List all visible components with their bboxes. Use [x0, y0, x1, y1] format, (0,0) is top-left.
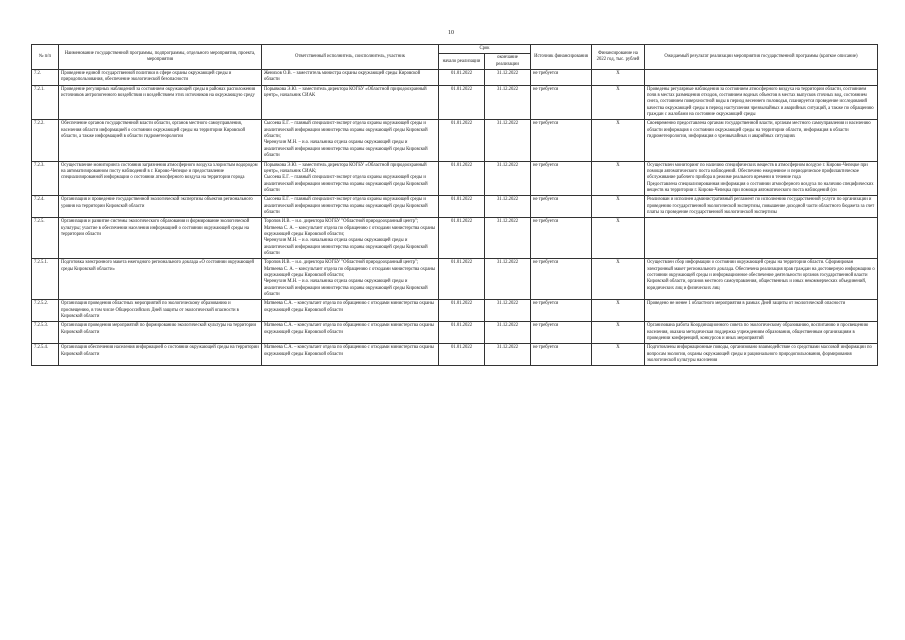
- cell-result: Своевременно предоставлена органам государственной власти, органам местного самоуправления и населению области информация о состоянии окружающей среды на территории области, информация в области гидрометеорологии, информация о чрезвычайных и аварийных ситуациях: [645, 120, 878, 161]
- cell-start: 01.01.2022: [439, 161, 485, 196]
- cell-name: Подготовка электронного макета ежегодного регионального доклада «О состоянии окружающей среды Кировской области»: [59, 259, 262, 300]
- cell-funding: Х: [592, 70, 645, 86]
- cell-source: не требуется: [531, 161, 592, 196]
- cell-end: 31.12.2022: [485, 218, 531, 259]
- table-row: [32, 120, 878, 161]
- cell-funding: Х: [592, 259, 645, 300]
- table-row: [32, 85, 878, 120]
- cell-executor: Сысоева Е.Г. – главный специалист-эксперт отдела охраны окружающей среды и аналитической информации министерства охраны окружающей среды Кировской области; Черемухин М.Н. – и.о. начальника отдела охраны окружающей среды и аналитической информации министерства охраны окружающей среды Кировской области: [262, 120, 439, 161]
- cell-source: не требуется: [531, 322, 592, 344]
- cell-result: Проведено не менее 1 областного мероприятия в рамках Дней защиты от экологической опасности: [645, 300, 878, 322]
- table-row: [32, 218, 878, 259]
- cell-end: 31.12.2022: [485, 70, 531, 86]
- cell-num: 7.2.5.: [32, 218, 59, 259]
- cell-name: Проведение регулярных наблюдений за состоянием окружающей среды в районах расположения источников антропогенного воздействия и воздействием этих источников на окружающую среду: [59, 85, 262, 120]
- table-row: [32, 322, 878, 344]
- cell-source: не требуется: [531, 196, 592, 218]
- cell-funding: Х: [592, 344, 645, 366]
- table-row: [32, 70, 878, 86]
- cell-result: Проведены регулярные наблюдения за состоянием атмосферного воздуха на территории области, состоянием почв в местах размещения отходов, состоянием водных объектов в местах выпусков сточных вод, состоянием снега, состоянием поверхностной воды в период весеннего половодья, планируется проведение исследований качества окружающей среды в период наступления чрезвычайных и аварийных ситуаций, а также по обращению граждан с жалобами на состояние окружающей среды: [645, 85, 878, 120]
- cell-end: 31.12.2022: [485, 161, 531, 196]
- cell-num: 7.2.4.: [32, 196, 59, 218]
- cell-source: не требуется: [531, 70, 592, 86]
- program-table: [31, 44, 878, 366]
- cell-end: 31.12.2022: [485, 196, 531, 218]
- cell-result: Осуществлен мониторинг по наличию специфических веществ в атмосферном воздухе г. Кирово-Чепецке при помощи автоматического поста наблюдений. Обеспечено ежедневное и периодическое профилактическое обслуживание рабочего прибора в режиме реального времени в течение года Предоставлена специализированная информация о состоянии атмосферного воздуха по наличию специфических веществ на территории г. Кирово-Чепецка при помощи автоматического поста наблюдений (сн: [645, 161, 878, 196]
- cell-result: [645, 70, 878, 86]
- cell-source: не требуется: [531, 300, 592, 322]
- cell-source: не требуется: [531, 85, 592, 120]
- col-funding-header: Финансирование на 2022 год, тыс. рублей: [592, 45, 645, 70]
- cell-executor: Матвеева С.А. – консультант отдела по обращению с отходами министерства охраны окружающей среды Кировской области: [262, 322, 439, 344]
- cell-result: Организована работа Координационного совета по экологическому образованию, воспитанию и просвещению населения, оказана методическая поддержка учреждениям образования, общественным организациям в проведении конференций, конкурсов и иных мероприятий: [645, 322, 878, 344]
- cell-num: 7.2.: [32, 70, 59, 86]
- cell-executor: Матвеева С.А. – консультант отдела по обращению с отходами министерства охраны окружающей среды Кировской области: [262, 300, 439, 322]
- table-row: [32, 259, 878, 300]
- cell-funding: Х: [592, 120, 645, 161]
- cell-num: 7.2.5.4.: [32, 344, 59, 366]
- cell-funding: Х: [592, 322, 645, 344]
- col-source-header: Источник финансирования: [531, 45, 592, 70]
- cell-name: Организация проведения областных мероприятий по экологическому образованию и просвещению, в том числе Общероссийских Дней защиты от экологической опасности в Кировской области: [59, 300, 262, 322]
- cell-funding: Х: [592, 85, 645, 120]
- table-row: [32, 196, 878, 218]
- table-row: [32, 161, 878, 196]
- cell-num: 7.2.5.3.: [32, 322, 59, 344]
- cell-end: 31.12.2022: [485, 322, 531, 344]
- col-start-header: начало реализации: [439, 54, 485, 70]
- cell-executor: Порывкова Э.Ю. – заместитель директора КОГБУ «Областной природоохранный центр», начальник СИАК: [262, 85, 439, 120]
- cell-num: 7.2.3.: [32, 161, 59, 196]
- col-result-header: Ожидаемый результат реализации мероприятия государственной программы (краткое описание): [645, 45, 878, 70]
- cell-start: 01.01.2022: [439, 322, 485, 344]
- col-executor-header: Ответственный исполнитель, соисполнитель, участник: [262, 45, 439, 70]
- cell-result: Реализован и исполнен административный регламент по исполнению государственной услуги по организации и проведению государственной экологической экспертизы, повышение доходной части областного бюджета за счет платы за проведение государственной экологической экспертизы: [645, 196, 878, 218]
- cell-executor: Порывкова Э.Ю. – заместитель директора КОГБУ «Областной природоохранный центр», начальник СИАК; Сысоева Е.Г. – главный специалист-эксперт отдела охраны окружающей среды и аналитической информации министерства охраны окружающей среды Кировской области: [262, 161, 439, 196]
- cell-num: 7.2.1.: [32, 85, 59, 120]
- cell-start: 01.01.2022: [439, 120, 485, 161]
- col-num-header: № п/п: [32, 45, 59, 70]
- cell-start: 01.01.2022: [439, 85, 485, 120]
- cell-name: Проведение единой государственной политики в сфере охраны окружающей среды и природопользования, обеспечение экологической безопасности: [59, 70, 262, 86]
- cell-executor: Женихов О.В. – заместитель министра охраны окружающей среды Кировской области: [262, 70, 439, 86]
- cell-executor: Торопов И.В. – и.о. директора КОГБУ "Областной природоохранный центр"; Матвеева С. А. – консультант отдела по обращению с отходами министерства охраны окружающей среды Кировской области; Черемухин М.Н. – и.о. начальника отдела охраны окружающей среды и аналитической информации министерства охраны окружающей среды Кировской области: [262, 259, 439, 300]
- cell-start: 01.01.2022: [439, 300, 485, 322]
- cell-source: не требуется: [531, 259, 592, 300]
- cell-result: Осуществлен сбор информации о состоянии окружающей среды на территории области. Сформирован электронный макет регионального доклада. Обеспечена реализация прав граждан на достоверную информацию о состоянии окружающей среды и информационное обеспечение деятельности органов государственной власти Кировской области, органов местного самоуправления, общественных и иных некоммерческих объединений, юридических лиц и физических лиц: [645, 259, 878, 300]
- cell-name: Организация обеспечения населения информацией о состоянии окружающей среды на территории Кировской области: [59, 344, 262, 366]
- cell-end: 31.12.2022: [485, 85, 531, 120]
- cell-num: 7.2.5.1.: [32, 259, 59, 300]
- cell-funding: Х: [592, 300, 645, 322]
- cell-name: Организация и развитие системы экологического образования и формирование экологической культуры; участие в обеспечении населения информацией о состоянии окружающей среды на территории области: [59, 218, 262, 259]
- cell-end: 31.12.2022: [485, 120, 531, 161]
- page-number: 10: [448, 30, 454, 36]
- cell-funding: Х: [592, 161, 645, 196]
- cell-start: 01.01.2022: [439, 259, 485, 300]
- cell-start: 01.01.2022: [439, 218, 485, 259]
- header-row: [32, 45, 878, 54]
- cell-funding: Х: [592, 218, 645, 259]
- cell-start: 01.01.2022: [439, 196, 485, 218]
- cell-source: не требуется: [531, 120, 592, 161]
- cell-funding: Х: [592, 196, 645, 218]
- cell-source: не требуется: [531, 218, 592, 259]
- cell-start: 01.01.2022: [439, 344, 485, 366]
- col-name-header: Наименование государственной программы, подпрограммы, отдельного мероприятия, проекта, мероприятия: [59, 45, 262, 70]
- cell-num: 7.2.5.2.: [32, 300, 59, 322]
- cell-end: 31.12.2022: [485, 344, 531, 366]
- table-row: [32, 344, 878, 366]
- cell-num: 7.2.2.: [32, 120, 59, 161]
- cell-name: Осуществление мониторинга состояния загрязнения атмосферного воздуха хлористым водородом на автоматизированном посту наблюдений в г. Кирово-Чепецке и предоставление специализированной информации о состоянии атмосферного воздуха на территории города: [59, 161, 262, 196]
- cell-name: Организация и проведение государственной экологической экспертизы объектов регионального уровня на территории Кировской области: [59, 196, 262, 218]
- cell-result: [645, 218, 878, 259]
- cell-executor: Матвеева С.А. – консультант отдела по обращению с отходами министерства охраны окружающей среды Кировской области: [262, 344, 439, 366]
- col-period-header: Срок: [439, 45, 531, 54]
- cell-name: Организация проведения мероприятий по формированию экологической культуры на территории Кировской области: [59, 322, 262, 344]
- cell-source: не требуется: [531, 344, 592, 366]
- cell-start: 01.01.2022: [439, 70, 485, 86]
- cell-end: 31.12.2022: [485, 300, 531, 322]
- cell-name: Обеспечение органов государственной власти области, органов местного самоуправления, населения области информацией о состоянии окружающей среды на территории Кировской области, а также информацией в области гидрометеорологии: [59, 120, 262, 161]
- cell-end: 31.12.2022: [485, 259, 531, 300]
- table-row: [32, 300, 878, 322]
- cell-executor: Торопов И.В. – и.о. директора КОГБУ "Областной природоохранный центр"; Матвеева С. А. – консультант отдела по обращению с отходами министерства охраны окружающей среды Кировской области; Черемухин М.Н. – и.о. начальника отдела охраны окружающей среды и аналитической информации министерства охраны окружающей среды Кировской области: [262, 218, 439, 259]
- cell-result: Подготовлены информационные поводы, организовано взаимодействие со средствами массовой информации по вопросам экологии, охраны окружающей среды и рационального природопользования, формирования экологической культуры населения: [645, 344, 878, 366]
- cell-executor: Сысоева Е.Г. – главный специалист-эксперт отдела охраны окружающей среды и аналитической информации министерства охраны окружающей среды Кировской области: [262, 196, 439, 218]
- col-end-header: окончание реализации: [485, 54, 531, 70]
